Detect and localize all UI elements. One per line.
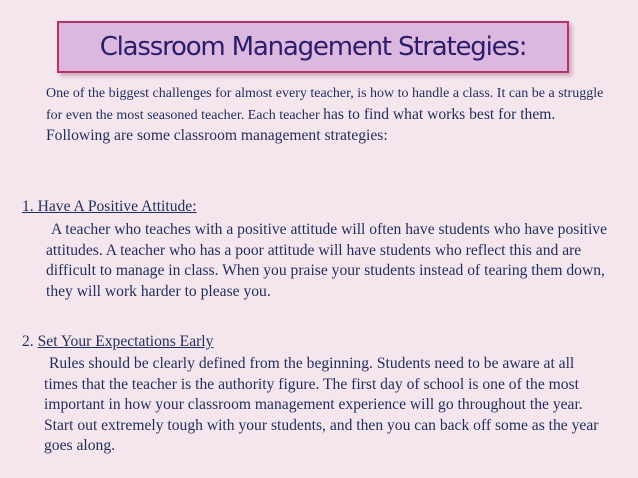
section-2-text: Rules should be clearly defined from the beginning. Students need to be aware at all times that the teacher is the authority figure. The first day of school is one of the most important in how your classroom management experience will go throughout the year. Start out extremely tough with your students, and then you can back off some as the year goes along. [44, 355, 599, 454]
section-2-title: Set Your Expectations Early [37, 333, 214, 350]
intro-text-small: One of the biggest challenges for almost every teacher, is how to handle a class. It can be a struggle for even the most seasoned teacher. Each teacher [46, 86, 604, 123]
section-2-body [44, 354, 609, 457]
section-2-heading [22, 332, 213, 352]
section-1-text: A teacher who teaches with a positive attitude will often have students who have positive attitudes. A teacher who has a poor attitude will have students who reflect this and are difficult to manage in class. When you praise your students instead of tearing them down, they will work harder to please you. [46, 221, 608, 300]
section-1-heading [22, 197, 197, 217]
section-1-number: 1. [22, 198, 38, 215]
section-2-number: 2. [22, 333, 38, 350]
section-1-body [46, 220, 611, 302]
intro-paragraph [46, 83, 611, 147]
section-1-title: Have A Positive Attitude: [37, 198, 197, 215]
title-banner [57, 21, 569, 73]
intro-text-large: has to find what works best for them. Following are some classroom management strategies: [46, 105, 556, 144]
page-title: Classroom Management Strategies: [99, 32, 527, 62]
